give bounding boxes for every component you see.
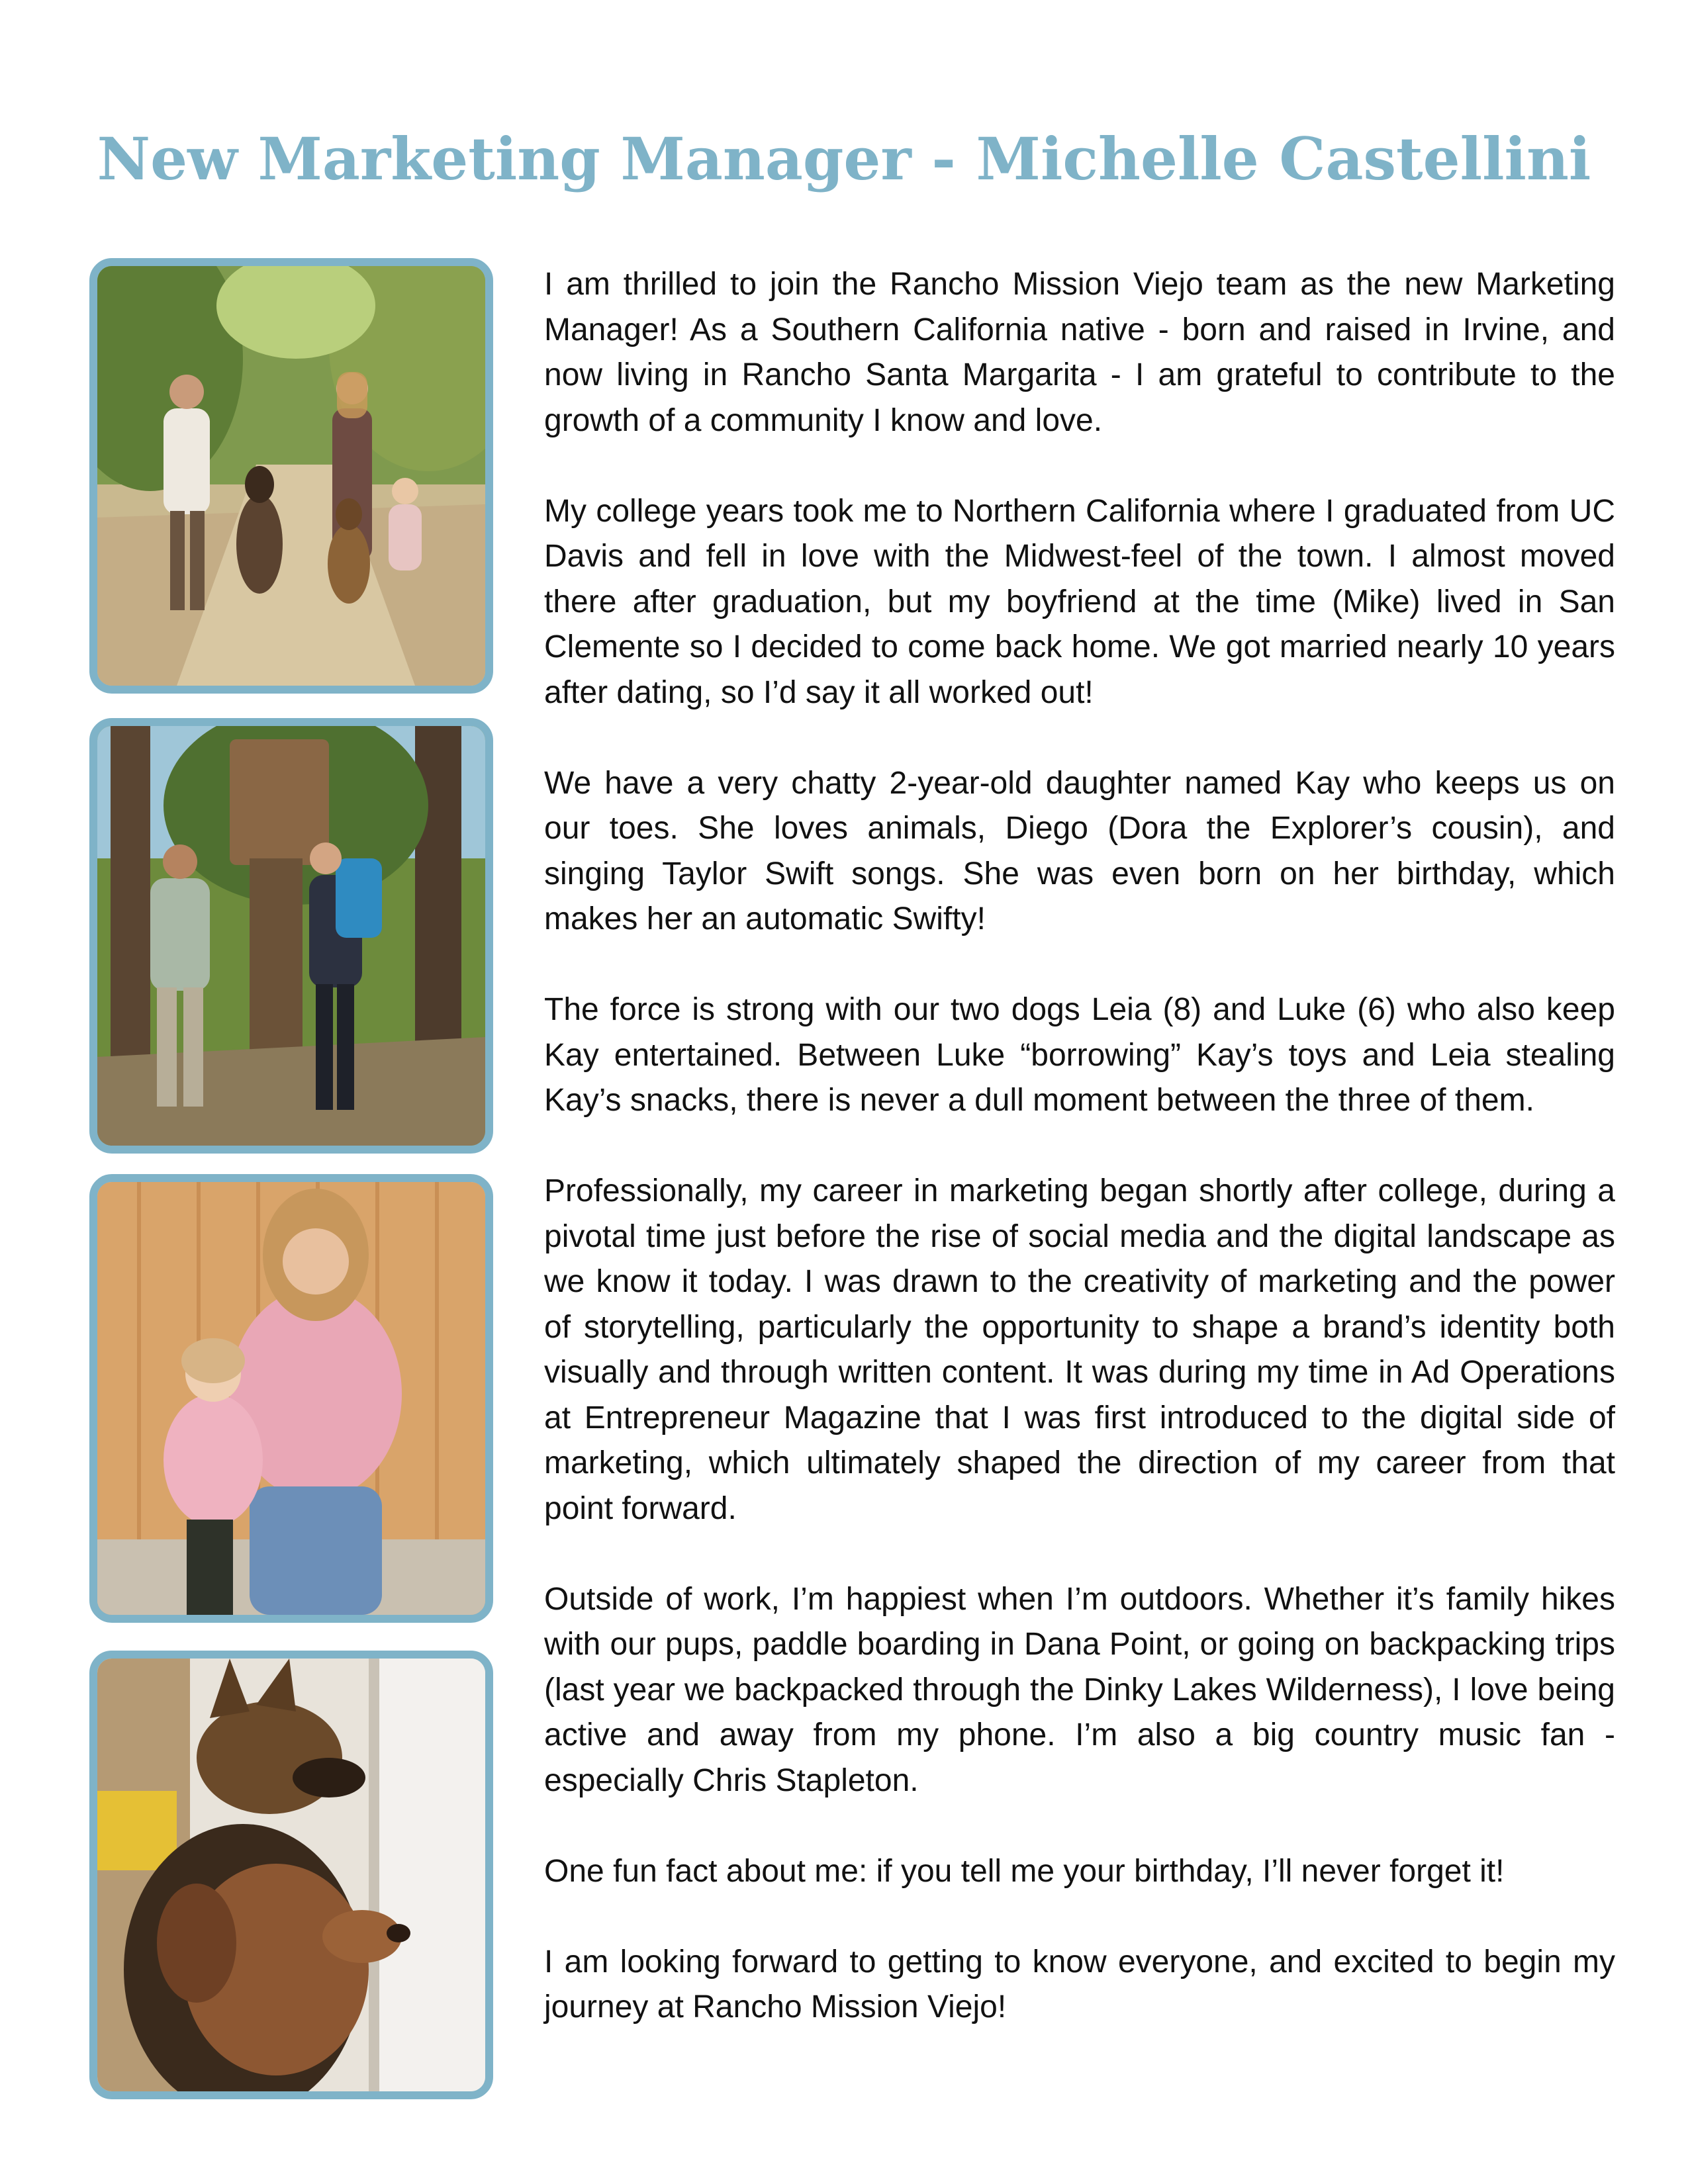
family-with-dogs-photo [89,258,493,694]
paragraph-fun-fact: One fun fact about me: if you tell me your birthday, I’ll never forget it! [544,1853,1505,1889]
page-title: New Marketing Manager - Michelle Castellini [97,124,1591,193]
paragraph-college: My college years took me to Northern California where I graduated from UC Davis and fell in love with the Midwest-feel of the town. I almost moved there after graduation, but my boyfriend at the time (Mike) lived in San Clemente so I decided to come back home. We got married nearly 10 years after dating, so I’d say it all worked out! [544,493,1615,710]
paragraph-career: Professionally, my career in marketing began shortly after college, during a pivotal time just before the rise of social media and the digital landscape as we know it today. I was drawn to the creativity of marketing and the power of storytelling, particularly the opportunity to shape a brand’s identity both visually and through written content. It was during my time in Ad Operations at Entrepreneur Magazine that I was first introduced to the digital side of marketing, which ultimately shaped the direction of my career from that point forward. [544,1173,1615,1526]
paragraph-intro: I am thrilled to join the Rancho Mission Viejo team as the new Marketing Manager! As a Southern California native - born and raised in Irvine, and now living in Rancho Santa Margarita - I am grateful to contribute to the growth of a community I know and love. [544,267,1615,438]
paragraph-outdoors: Outside of work, I’m happiest when I’m outdoors. Whether it’s family hikes with our pups, paddle boarding in Dana Point, or going on backpacking trips (last year we backpacked through the Dinky Lakes Wilderness), I love being active and away from my phone. I’m also a big country music fan - especially Chris Stapleton. [544,1581,1615,1798]
two-dogs-photo [89,1651,493,2099]
paragraph-daughter: We have a very chatty 2-year-old daughter named Kay who keeps us on our toes. She loves animals, Diego (Dora the Explorer’s cousin), and singing Taylor Swift songs. She was even born on her birthday, which makes her an automatic Swifty! [544,765,1615,936]
hiking-couple-photo [89,718,493,1154]
mother-daughter-photo [89,1174,493,1623]
article-body [544,262,1615,2075]
paragraph-closing: I am looking forward to getting to know everyone, and excited to begin my journey at Rancho Mission Viejo! [544,1944,1615,2025]
paragraph-dogs: The force is strong with our two dogs Leia (8) and Luke (6) who also keep Kay entertained. Between Luke “borrowing” Kay’s toys and Leia stealing Kay’s snacks, there is never a dull moment between the three of them. [544,992,1615,1118]
